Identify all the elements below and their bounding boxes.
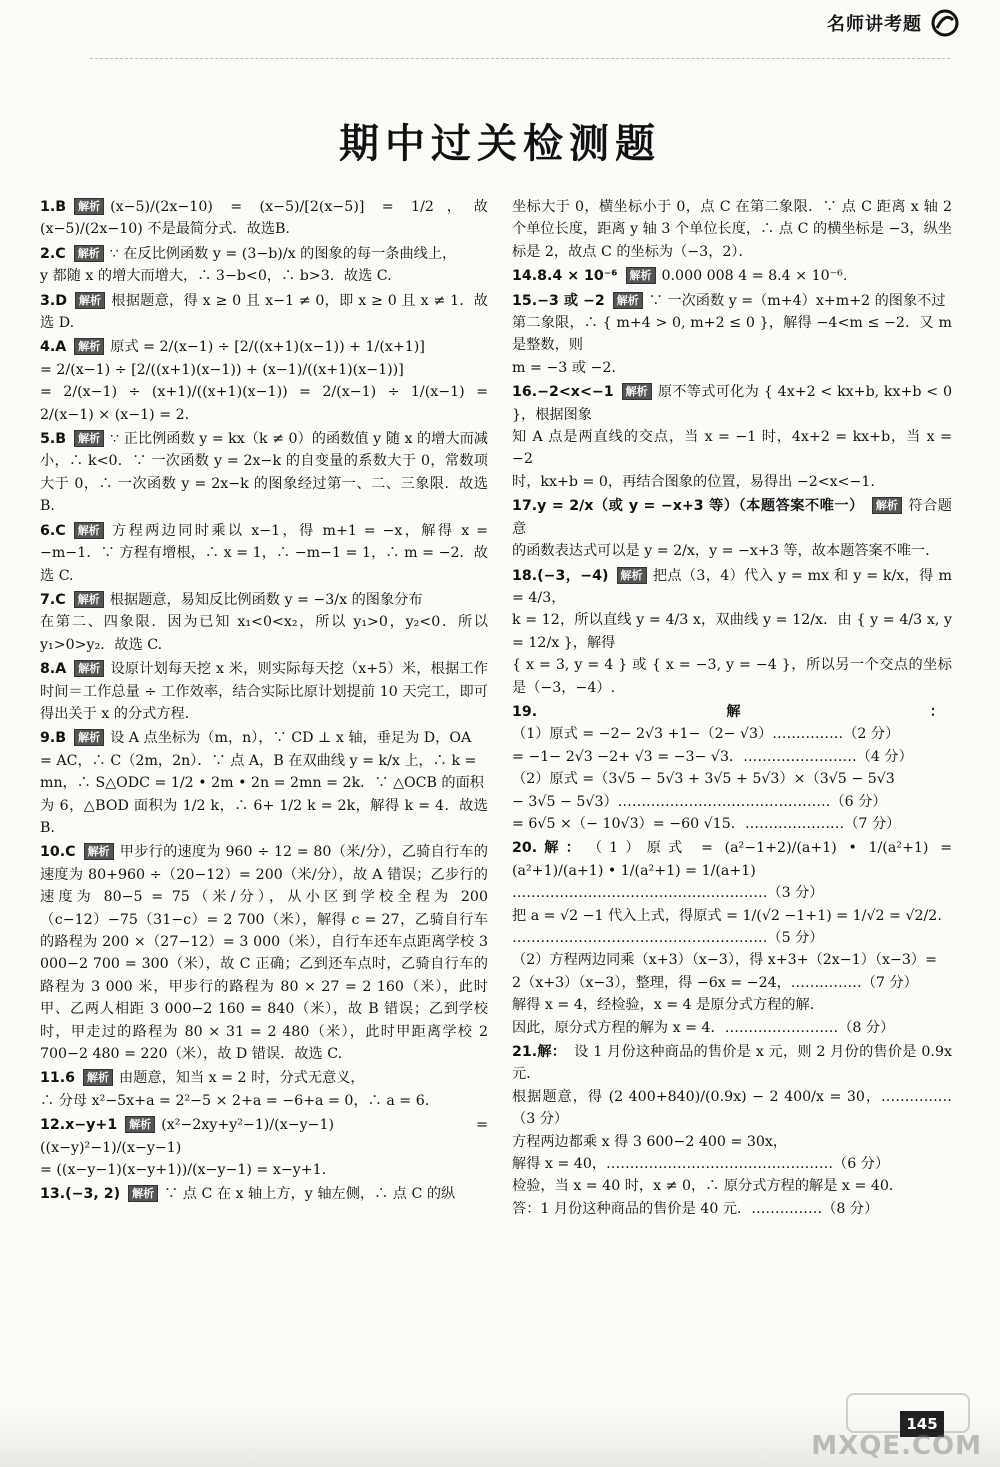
explanation-text: 第二象限，∴ { m+4 > 0, m+2 ≤ 0 }，解得 −4<m ≤ −2．又 m 是整数，则 [512, 315, 952, 354]
answer-entry [40, 196, 488, 241]
explanation-text: m = −3 或 −2. [512, 359, 616, 376]
explanation-text: 解得 x = 40，…………………………………………（6 分） [512, 1156, 890, 1173]
analysis-badge: 解析 [622, 383, 652, 400]
explanation-text: 把 a = √2 −1 代入上式，得原式 = 1/(√2 −1+1) = 1/√2 = √2/2. [512, 907, 942, 924]
analysis-badge: 解析 [74, 660, 104, 677]
left-column [40, 196, 488, 1208]
analysis-badge: 解析 [75, 292, 105, 309]
question-number: 21. [512, 1044, 538, 1061]
explanation-text: ………………………………………………（5 分） [512, 930, 824, 946]
explanation-text: 根据题意，易知反比例函数 y = −3/x 的图象分布 [109, 591, 423, 608]
answer-value: C [55, 591, 66, 608]
answer-entry [40, 1067, 488, 1112]
answer-value: −2<x<−1 [537, 384, 614, 401]
answer-value: 解： [537, 1044, 567, 1061]
explanation-text: 原式 = 2/(x−1) ÷ [2/((x+1)(x−1)) + 1/(x+1)] [110, 339, 425, 356]
answer-entry [512, 265, 952, 287]
header-divider [90, 58, 950, 59]
explanation-text: 因此，原分式方程的解为 x = 4．……………………（8 分） [512, 1019, 895, 1036]
explanation-text: 2（x+3）（x−3），整理，得 −6x = −24，……………（7 分） [512, 974, 918, 991]
answer-value: C [55, 522, 66, 539]
answer-entry [512, 381, 952, 493]
question-number: 18. [512, 567, 538, 584]
explanation-text: ∴ 分母 x²−5x+a = 2²−5 × 2+a = −6+a = 0，∴ a = 6. [40, 1092, 430, 1109]
question-number: 5. [40, 431, 56, 448]
explanation-text: （2）原式 =（3√5 − 5√3 + 3√5 + 5√3）×（3√5 − 5√3 [512, 771, 895, 788]
explanation-text: − 3√5 − 5√3）………………………………………（6 分） [512, 793, 887, 810]
answer-entry [40, 428, 488, 518]
answer-value: B [55, 730, 67, 747]
explanation-text: 的函数表达式可以是 y = 2/x，y = −x+3 等，故本题答案不唯一． [512, 543, 940, 560]
answer-value: A [55, 339, 67, 356]
question-number: 19. [512, 703, 538, 720]
analysis-badge: 解析 [74, 245, 104, 262]
analysis-badge: 解析 [74, 729, 104, 746]
explanation-text: mn，∴ S△ODC = 1/2 • 2m • 2n = 2mn = 2k．∵ △OCB 的面积 [40, 775, 484, 792]
answer-entry [512, 290, 952, 380]
explanation-text: 方程两边都乘 x 得 3 600−2 400 = 30x， [512, 1133, 788, 1150]
explanation-text: 坐标大于 0，横坐标小于 0，点 C 在第二象限．∵ 点 C 距离 x 轴 2 个单位长度，距离 y 轴 3 个单位长度，∴ 点 C 的横坐标是 −3，纵坐标是 2，故点 C 的坐标为（−3，2）． [512, 199, 952, 260]
brand-name: 名师讲考题 [827, 14, 922, 35]
explanation-text: 检验，当 x = 40 时，x ≠ 0，∴ 原分式方程的解是 x = 40． [512, 1178, 904, 1195]
question-number: 12. [40, 1117, 66, 1134]
explanation-text: 时，kx+b = 0，再结合图象的位置，易得出 −2<x<−1. [512, 473, 875, 490]
page-title: 期中过关检测题 [339, 121, 661, 167]
answer-entry [512, 565, 952, 699]
answer-entry [512, 495, 952, 562]
answer-value: x−y+1 [65, 1117, 118, 1134]
page-header [0, 0, 1000, 64]
explanation-text: { x = 3, y = 4 } 或 { x = −3, y = −4 }，所以另一个交点的坐标是（−3，−4）. [512, 657, 952, 696]
analysis-badge: 解析 [83, 1069, 113, 1086]
explanation-text: ∵ 点 C 在 x 轴上方，y 轴左侧，∴ 点 C 的纵 [164, 1186, 456, 1203]
explanation-text: 设原计划每天挖 x 米，则实际每天挖（x+5）米，根据工作时间＝工作总量 ÷ 工作效率，结合实际比原计划提前 10 天完工，即可得出关于 x 的分式方程． [40, 661, 488, 722]
answer-entry [40, 1183, 488, 1205]
analysis-badge: 解析 [872, 497, 902, 514]
explanation-text: 为 6，△BOD 面积为 1/2 k，∴ 6+ 1/2 k = 2k，解得 k = 4．故选 B. [40, 797, 488, 836]
explanation-text: = 6√5 ×（− 10√3）= −60 √15．…………………（7 分） [512, 815, 901, 832]
answer-entry [40, 1114, 488, 1181]
explanation-text: 设 A 点坐标为（m，n），∵ CD ⊥ x 轴，垂足为 D，OA [110, 730, 472, 747]
explanation-text: ∵ 一次函数 y =（m+4）x+m+2 的图象不过 [648, 292, 946, 309]
explanation-text: 在第二、四象限．因为已知 x₁<0<x₂，所以 y₁>0，y₂<0．所以 y₁>0>y₂．故选 C. [40, 614, 488, 653]
answer-entry [40, 336, 488, 426]
question-number: 1. [40, 199, 56, 215]
question-number: 4. [40, 339, 56, 356]
analysis-badge: 解析 [613, 292, 643, 309]
watermark-text: MXQE.COM [811, 1431, 982, 1461]
question-number: 15. [512, 292, 538, 309]
analysis-badge: 解析 [74, 338, 104, 355]
answer-value: (−3，−4) [537, 567, 609, 584]
explanation-text: (x−5)/(2x−10) = (x−5)/[2(x−5)] = 1/2，故 (x−5)/(2x−10) 不是最简分式．故选B. [40, 199, 488, 238]
answer-entry [512, 1041, 952, 1220]
explanation-text: ∵ 正比例函数 y = kx（k ≠ 0）的函数值 y 随 x 的增大而减小，∴ k<0．∵ 一次函数 y = 2x−k 的自变量的系数大于 0，常数项大于 0，∴ 一次函数 y = 2x−k 的图象经过第一、二、三象限．故选 B. [40, 431, 488, 515]
explanation-text: 甲步行的速度为 960 ÷ 12 = 80（米/分），乙骑自行车的速度为 80+960 ÷（20−12）= 200（米/分），故 A 错误；乙步行的速度为 80−5 = 75（米/分），从小区到学校全程为 200（c−12）−75（31−c）= 2 700（米），解得 c = 27，乙骑自行车的路程为 200 ×（27−12）= 3 000（米），自行车还车点距离学校 3 000−2 700 = 300（米），故 C 正确；乙到还车点时，乙骑自行车的路程为 3 000 米，甲步行的路程为 80 × 27 = 2 160（米），此时甲、乙两人相距 3 000−2 160 = 840（米），故 B 错误；乙到学校时，甲走过的路程为 80 × 31 = 2 480（米），此时甲距离学校 2 700−2 480 = 220（米），故 D 错误．故选 C. [40, 844, 488, 1063]
answer-value: A [55, 661, 67, 678]
explanation-text: = −1− 2√3 −2+ √3 = −3− √3．……………………（4 分） [512, 748, 913, 765]
analysis-badge: 解析 [128, 1185, 158, 1202]
answer-value: y = 2/x（或 y = −x+3 等）（本题答案不唯一） [537, 498, 864, 515]
explanation-text: = ((x−y−1)(x−y+1))/(x−y−1) = x−y+1. [40, 1162, 327, 1179]
explanation-text: 解得 x = 4，经检验，x = 4 是原分式方程的解． [512, 997, 824, 1014]
question-number: 17. [512, 498, 538, 515]
question-number: 16. [512, 384, 538, 401]
explanation-text: = 2/(x−1) ÷ (x+1)/((x+1)(x−1)) = 2/(x−1) ÷ 1/(x−1) = 2/(x−1) × (x−1) = 2. [40, 384, 488, 423]
question-number: 9. [40, 730, 56, 747]
brand-logo-icon [930, 8, 960, 38]
analysis-badge: 解析 [74, 591, 104, 608]
answer-entry [512, 837, 952, 1039]
explanation-text: （1）原式 = (a²−1+2)/(a+1) • 1/(a²+1) = (a²+1)/(a+1) • 1/(a²+1) = 1/(a+1) [512, 840, 952, 879]
explanation-text: 设 1 月份这种商品的售价是 x 元，则 2 月份的售价是 0.9x 元． [512, 1044, 952, 1083]
analysis-badge: 解析 [617, 567, 647, 584]
explanation-text: 0.000 008 4 = 8.4 × 10⁻⁶. [661, 268, 848, 285]
analysis-badge: 解析 [74, 198, 104, 215]
explanation-text: 答：1 月份这种商品的售价是 40 元．……………（8 分） [512, 1200, 879, 1217]
right-column [512, 196, 952, 1222]
answer-value: B [55, 199, 67, 215]
answer-entry [40, 243, 488, 288]
answer-entry [40, 727, 488, 839]
explanation-text: 符合题意 [512, 498, 952, 537]
explanation-text: （2）方程两边同乘（x+3）（x−3），得 x+3+（2x−1）（x−3）= [512, 952, 937, 969]
page-number: 145 [900, 1411, 944, 1437]
answer-entry [40, 290, 488, 335]
question-number: 3. [40, 292, 56, 309]
answer-entry [40, 589, 488, 656]
analysis-badge: 解析 [74, 430, 104, 447]
explanation-text: 根据题意，得 x ≥ 0 且 x−1 ≠ 0，即 x ≥ 0 且 x ≠ 1．故选 D. [40, 292, 488, 332]
explanation-text: = 2/(x−1) ÷ [2/((x+1)(x−1)) + (x−1)/((x+1)(x−1))] [40, 361, 404, 378]
analysis-badge: 解析 [125, 1116, 155, 1133]
explanation-text: ………………………………………………（3 分） [512, 885, 824, 902]
question-number: 14. [512, 268, 538, 285]
explanation-text: k = 12，所以直线 y = 4/3 x，双曲线 y = 12/x．由 { y = 4/3 x, y = 12/x }，解得 [512, 612, 952, 651]
explanation-text: 把点（3，4）代入 y = mx 和 y = k/x，得 m = 4/3， [512, 567, 952, 606]
explanation-text: (x²−2xy+y²−1)/(x−y−1) = ((x−y)²−1)/(x−y−1) [40, 1117, 488, 1156]
explanation-text: （1）原式 = −2− 2√3 +1−（2− √3）……………（2 分） [512, 726, 900, 743]
answer-value: 解： [537, 840, 587, 857]
explanation-text: 由题意，知当 x = 2 时，分式无意义， [119, 1070, 365, 1087]
answer-value: D [55, 292, 68, 309]
answer-value: C [55, 245, 66, 262]
answer-value: 6 [65, 1070, 76, 1087]
answer-entry [40, 658, 488, 725]
answer-entry [512, 196, 952, 263]
analysis-badge: 解析 [626, 267, 656, 284]
question-number: 10. [40, 844, 66, 861]
answer-entry [40, 520, 488, 587]
answer-value: C [65, 844, 76, 861]
answer-entry [40, 841, 488, 1065]
question-number: 20. [512, 840, 538, 857]
answer-entry [512, 701, 952, 835]
explanation-text: y 都随 x 的增大而增大，∴ 3−b<0，∴ b>3．故选 C. [40, 268, 392, 285]
explanation-text: = AC，∴ C（2m，2n）．∵ 点 A，B 在双曲线 y = k/x 上，∴ k = [40, 752, 477, 769]
answer-value: −3 或 −2 [537, 292, 605, 309]
analysis-badge: 解析 [84, 843, 114, 860]
question-number: 11. [40, 1070, 66, 1087]
analysis-badge: 解析 [74, 522, 104, 539]
question-number: 7. [40, 591, 56, 608]
answer-value: 8.4 × 10⁻⁶ [537, 268, 618, 285]
question-number: 13. [40, 1186, 66, 1203]
explanation-text: 根据题意，得 (2 400+840)/(0.9x) − 2 400/x = 30，……………（3 分） [512, 1088, 952, 1128]
explanation-text: 原不等式可化为 { 4x+2 < kx+b, kx+b < 0 }，根据图象 [512, 384, 952, 423]
answer-value: (−3, 2) [65, 1186, 121, 1203]
answer-value: 解： [537, 703, 944, 720]
answer-value: B [55, 431, 67, 448]
question-number: 8. [40, 661, 56, 678]
question-number: 2. [40, 245, 56, 262]
explanation-text: 方程两边同时乘以 x−1，得 m+1 = −x，解得 x = −m−1．∵ 方程有增根，∴ x = 1，∴ −m−1 = 1，∴ m = −2．故选 C. [40, 522, 488, 584]
question-number: 6. [40, 522, 56, 539]
explanation-text: 知 A 点是两直线的交点，当 x = −1 时，4x+2 = kx+b，当 x = −2 [512, 429, 952, 468]
explanation-text: ∵ 在反比例函数 y = (3−b)/x 的图象的每一条曲线上， [109, 245, 457, 262]
